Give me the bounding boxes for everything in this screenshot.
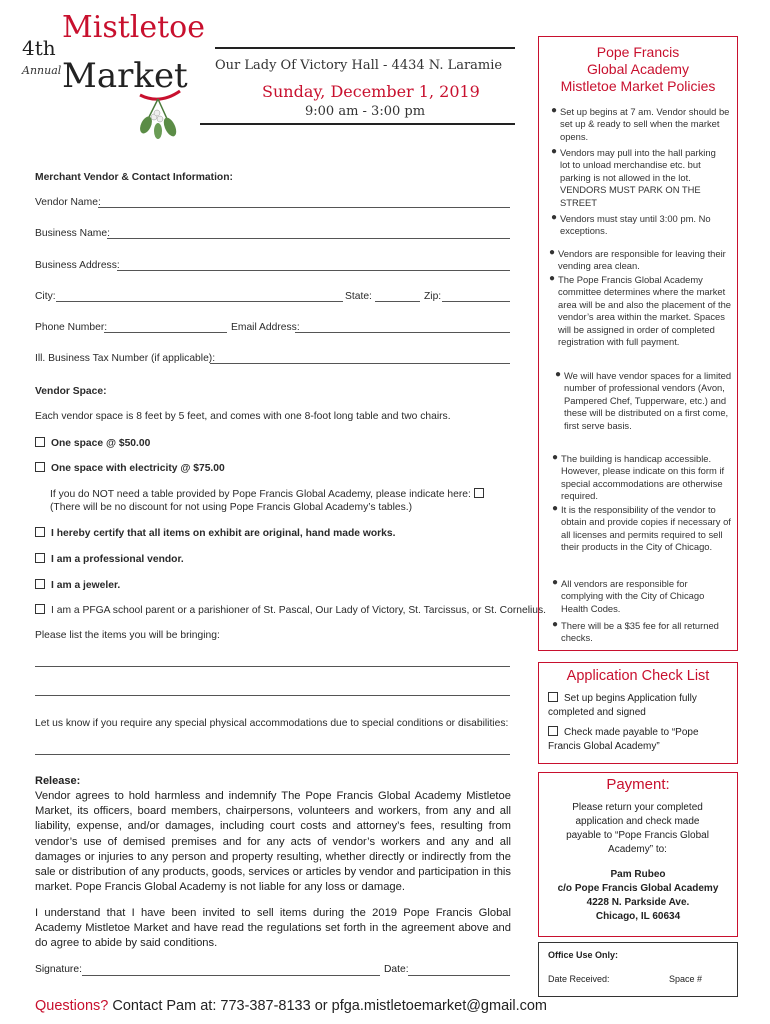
city-field[interactable]: [56, 301, 343, 302]
policies-title: Pope Francis Global Academy Mistletoe Market Policies: [560, 44, 716, 94]
city-label: City:: [35, 291, 56, 302]
zip-label: Zip:: [424, 291, 442, 302]
checklist-item-1: Set up begins Application fully completed and signed: [548, 693, 697, 718]
contact-section-title: Merchant Vendor & Contact Information:: [35, 172, 233, 183]
state-label: State:: [345, 291, 372, 302]
release-title: Release:: [35, 775, 81, 787]
understand-text: I understand that I have been invited to sell items during the 2019 Pope Francis Global Academy Mistletoe Market and have read the regulations set forth in the agreement above and do agree to abide by said conditions.: [35, 907, 511, 950]
email-field[interactable]: [295, 332, 510, 333]
checkbox[interactable]: [35, 462, 45, 472]
release-text: Vendor agrees to hold harmless and indemnify The Pope Francis Global Academy Mistletoe Market, its officers, board members, chairpersons, volunteers and workers, from any and all liability, expense, and/or damages, including court costs and attorney’s fees, resulting from vendor’s use of demised premises and for any acts of vendor’s workers and any and all damages or injuries to any person and property resulting, whether directly or indirectly from the sale or distribution of any products, goods, services or articles by vendor and participation in this market. Pope Francis Global Academy is not liable for any loss or damage.: [35, 790, 511, 894]
checklist-item-2: Check made payable to “Pope Francis Global Academy”: [548, 727, 699, 752]
checkbox[interactable]: [35, 604, 45, 614]
payment-text: Please return your completed application and check made payable to “Pope Francis Global Academy” to:: [566, 802, 709, 855]
policy-item: ● The building is handicap accessible. However, please indicate on this form if special accommodations are otherwise required.: [552, 452, 725, 502]
accommodations-field[interactable]: [35, 754, 510, 755]
payment-address: Pam Rubeo c/o Pope Francis Global Academy 4228 N. Parkside Ave. Chicago, IL 60634: [557, 869, 719, 922]
policy-item: ● Vendors must stay until 3:00 pm. No exceptions.: [551, 212, 711, 237]
policy-item: ● Set up begins at 7 am. Vendor should be set up & ready to sell when the market opens.: [551, 105, 730, 142]
vendor-name-field[interactable]: [98, 207, 510, 208]
signature-field[interactable]: [82, 975, 380, 976]
no-table-checkbox[interactable]: [474, 488, 484, 498]
items-label: Please list the items you will be bringing:: [35, 630, 220, 641]
policy-item: ● Vendors are responsible for leaving their vending area clean.: [549, 247, 726, 272]
checkbox[interactable]: [35, 579, 45, 589]
event-date: Sunday, December 1, 2019: [262, 82, 480, 101]
date-label: Date:: [384, 964, 409, 975]
option-one-space: One space @ $50.00: [35, 437, 150, 449]
office-title: Office Use Only:: [548, 950, 619, 960]
policy-item: ● There will be a $35 fee for all returned checks.: [552, 619, 719, 644]
certify-option: I hereby certify that all items on exhibit are original, hand made works.: [35, 527, 395, 539]
checkbox[interactable]: [35, 437, 45, 447]
checkbox[interactable]: [35, 527, 45, 537]
checklist-title: Application Check List: [566, 668, 710, 684]
policy-item: ● All vendors are responsible for complying with the City of Chicago Health Codes.: [552, 577, 705, 614]
policy-item: ● The Pope Francis Global Academy committee determines where the market area will be and also the placement of the vendor’s area within the market. Spaces will be assigned in order of completed registration with full payment.: [549, 273, 732, 348]
venue: Our Lady Of Victory Hall - 4434 N. Laramie: [215, 58, 503, 73]
space-description: Each vendor space is 8 feet by 5 feet, and comes with one 8-foot long table and two chairs.: [35, 411, 451, 422]
event-time: 9:00 am - 3:00 pm: [305, 104, 426, 119]
email-label: Email Address:: [231, 322, 300, 333]
business-name-field[interactable]: [107, 238, 510, 239]
vendor-space-title: Vendor Space:: [35, 386, 107, 397]
parent-option: I am a PFGA school parent or a parishioner of St. Pascal, Our Lady of Victory, St. Tarcissus, or St. Cornelius.: [35, 604, 546, 616]
phone-label: Phone Number:: [35, 322, 108, 333]
title-market: Market: [62, 56, 188, 96]
no-discount-note: (There will be no discount for not using Pope Francis Global Academy’s tables.): [50, 502, 413, 513]
professional-option: I am a professional vendor.: [35, 553, 184, 565]
checkbox[interactable]: [548, 692, 558, 702]
annual-label: Annual: [22, 64, 62, 77]
date-field[interactable]: [408, 975, 510, 976]
tax-label: Ill. Business Tax Number (if applicable):: [35, 353, 216, 364]
space-number-label: Space #: [669, 974, 703, 984]
items-field-2[interactable]: [35, 695, 510, 696]
checkbox[interactable]: [548, 726, 558, 736]
phone-field[interactable]: [104, 332, 227, 333]
signature-label: Signature:: [35, 964, 82, 975]
date-received-label: Date Received:: [548, 974, 610, 984]
mistletoe-illustration: [130, 85, 210, 150]
header-rule-top: [215, 47, 515, 49]
header-rule-bottom: [200, 123, 515, 125]
questions-label: Questions?: [35, 998, 109, 1014]
payment-title: Payment:: [606, 776, 670, 793]
jeweler-option: I am a jeweler.: [35, 579, 120, 591]
policy-item: ● We will have vendor spaces for a limited number of professional vendors (Avon, Pampered Chef, Tupperware, etc.) and these will be distributed on a first come, first serve basis.: [555, 369, 732, 431]
policy-item: ● It is the responsibility of the vendor to obtain and provide copies if necessary of all licenses and permits required to sell their products in the City of Chicago.: [552, 503, 731, 553]
items-field-1[interactable]: [35, 666, 510, 667]
contact-info: Contact Pam at: 773-387-8133 or pfga.mistletoemarket@gmail.com: [112, 998, 548, 1014]
state-field[interactable]: [375, 301, 420, 302]
vendor-name-label: Vendor Name:: [35, 197, 101, 208]
option-electricity: One space with electricity @ $75.00: [35, 462, 225, 474]
tax-field[interactable]: [210, 363, 510, 364]
footer-contact: [35, 998, 547, 1014]
title-mistletoe: Mistletoe: [62, 10, 205, 45]
no-table-note: If you do NOT need a table provided by Pope Francis Global Academy, please indicate here:: [50, 488, 490, 500]
checkbox[interactable]: [35, 553, 45, 563]
policy-item: ● Vendors may pull into the hall parking lot to unload merchandise etc. but parking is not allowed in the lot. VENDORS MUST PARK ON THE STREET: [551, 146, 716, 208]
business-name-label: Business Name:: [35, 228, 110, 239]
zip-field[interactable]: [442, 301, 510, 302]
accommodations-label: Let us know if you require any special physical accommodations due to special conditions or disabilities:: [35, 718, 509, 729]
business-address-field[interactable]: [117, 270, 510, 271]
edition: 4th: [22, 36, 56, 60]
business-address-label: Business Address:: [35, 260, 120, 271]
